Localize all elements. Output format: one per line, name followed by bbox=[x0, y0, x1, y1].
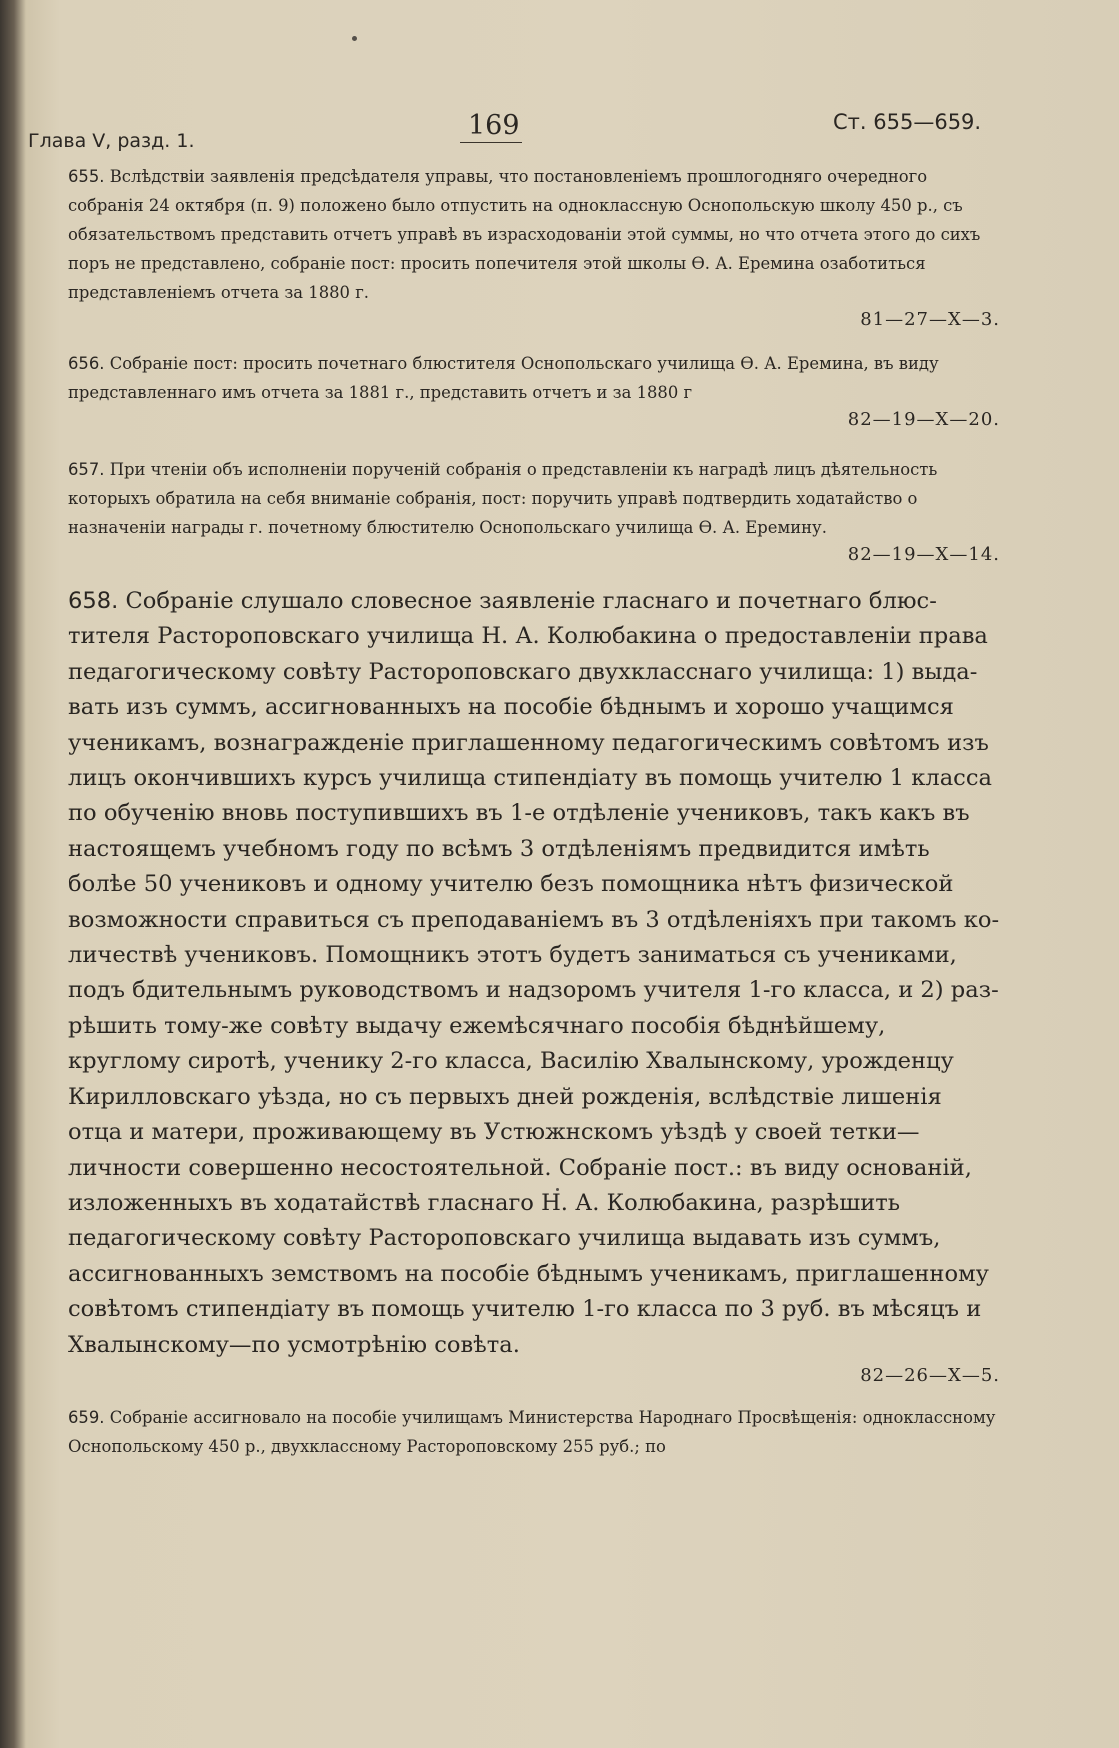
speck bbox=[352, 36, 357, 41]
page-number: 169 bbox=[468, 110, 520, 141]
paragraph-659 bbox=[20, 1403, 1000, 1461]
document-body bbox=[20, 162, 1000, 1461]
paragraph-656 bbox=[20, 349, 1000, 433]
page-number-rule bbox=[460, 142, 522, 143]
paragraph-658 bbox=[20, 584, 1000, 1389]
reference-code: 82—19—X—20. bbox=[847, 409, 1000, 430]
paragraph-text: При чтеніи объ исполненіи порученій собранія о представленіи къ наградѣ лицъ дѣятельность которыхъ обратила на себя вниманіе собранія, пост: поручить управѣ подтвердить ходатайство о назначеніи награды г. почетному блюстителю Оснопольскаго училища Ѳ. А. Еремину. bbox=[68, 460, 938, 537]
page-header bbox=[28, 110, 982, 152]
paragraph-657 bbox=[20, 455, 1000, 568]
paragraph-number: 655. bbox=[68, 167, 105, 186]
reference-code: 82—19—X—14. bbox=[847, 544, 1000, 565]
column-range: Ст. 655—659. bbox=[833, 110, 982, 134]
paragraph-number: 657. bbox=[68, 460, 105, 479]
chapter-label: Глава V, разд. 1. bbox=[28, 130, 195, 152]
paragraph-number: 656. bbox=[68, 354, 105, 373]
paragraph-text: Собраніе слушало словесное заявленіе гласнаго и почетнаго блюстителя Растороповскаго училища Н. А. Колюбакина о предоставленіи права педагогическому совѣту Растороповскаго двухкласснаго училища: 1) выдавать изъ суммъ, ассигнованныхъ на пособіе бѣднымъ и хорошо учащимся ученикамъ, вознагражденіе приглашенному педагогическимъ совѣтомъ изъ лицъ окончившихъ курсъ училища стипендіату въ помощь учителю 1 класса по обученію вновь поступившихъ въ 1-е отдѣленіе учениковъ, такъ какъ въ настоящемъ учебномъ году по всѣмъ 3 отдѣленіямъ предвидится имѣть болѣе 50 учениковъ и одному учителю безъ помощника нѣтъ физической возможности справиться съ преподаваніемъ въ 3 отдѣленіяхъ при такомъ количествѣ учениковъ. Помощникъ этотъ будетъ заниматься съ учениками, подъ бдительнымъ руководствомъ и надзоромъ учителя 1-го класса, и 2) разрѣшить тому-же совѣту выдачу ежемѣсячнаго пособія бѣднѣйшему, круглому сиротѣ, ученику 2-го класса, Василію Хвалынскому, урожденцу Кирилловскаго уѣзда, но съ первыхъ дней рожденія, вслѣдствіе лишенія отца и матери, проживающему въ Устюжнскомъ уѣздѣ у своей тетки—личности совершенно несостоятельной. Собраніе пост.: въ виду основаній, изложенныхъ въ ходатайствѣ гласнаго Н. А. Колюбакина, разрѣшить педагогическому совѣту Растороповскаго училища выдавать изъ суммъ, ассигнованныхъ земствомъ на пособіе бѣднымъ ученикамъ, приглашенному совѣтомъ стипендіату въ помощь учителю 1-го класса по 3 руб. въ мѣсяцъ и Хвалынскому—по усмотрѣнію совѣта. bbox=[68, 588, 1000, 1358]
paragraph-655 bbox=[20, 162, 1000, 333]
paragraph-text: Собраніе пост: просить почетнаго блюстителя Оснопольскаго училища Ѳ. А. Еремина, въ виду представленнаго имъ отчета за 1881 г., представить отчетъ и за 1880 г bbox=[68, 354, 939, 402]
paragraph-text: Вслѣдствіи заявленія предсѣдателя управы, что постановленіемъ прошлогодняго очередного собранія 24 октября (п. 9) положено было отпустить на одноклассную Оснопольскую школу 450 р., съ обязательствомъ представить отчетъ управѣ въ израсходованіи этой суммы, но что отчета этого до сихъ поръ не представлено, собраніе пост: просить попечителя этой школы Ѳ. А. Еремина озаботиться представленіемъ отчета за 1880 г. bbox=[68, 167, 981, 302]
reference-code: 81—27—X—3. bbox=[860, 309, 1000, 330]
paragraph-number: 658. bbox=[68, 588, 119, 614]
paragraph-text: Собраніе ассигновало на пособіе училищамъ Министерства Народнаго Просвѣщенія: одноклассному Оснопольскому 450 р., двухклассному Растороповскому 255 руб.; по bbox=[68, 1407, 996, 1456]
paragraph-number: 659. bbox=[68, 1407, 105, 1427]
reference-code: 82—26—X—5. bbox=[860, 1364, 1000, 1386]
